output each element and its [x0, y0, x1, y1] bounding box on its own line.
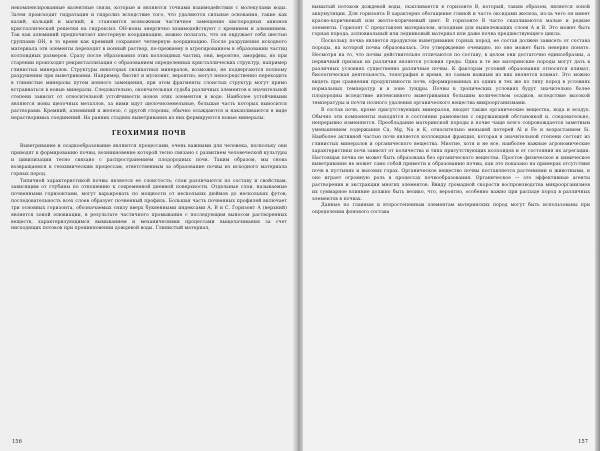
right-page-number: 157	[578, 439, 588, 445]
book-gutter	[293, 0, 303, 451]
left-paragraph-2: Выветривание и осадкообразование являются процессами, очень важными для человека, поскольку они приводят к формированию почвы, возникновение которой тесно связано с развитием человеческой культуры и цивилизации тесно связано с распространением плодородных почв. Таким образом, мы снова возвращаемся к геохимическим процессам, ответственным за образование почвы из исходного материала горных пород.	[11, 144, 287, 177]
right-paragraph-4: Данные по главным и второстепенным элементам материнских пород могут быть использованы при определении фонового состава	[312, 203, 590, 216]
section-heading: ГЕОХИМИЯ ПОЧВ	[111, 130, 187, 138]
left-paragraph-3: Типичной характеристикой почвы является ее слоистость; слои различаются по составу и свойствам, зависящим от глубины по отношению к современной дневной поверхности. Отдельные слои, называемые почвенными горизонтами, могут варьировать по мощности от нескольких дюймов до нескольких футов; последовательность всех слоев образует почвенный профиль. Большая часть почвенных профилей включает три основных горизонта, обозначаемых снизу вверх буквенными индексами А, В и С. Горизонт А (верхний) является зоной элювиации, в результате частичного промывания с последующим выносом растворенных веществ, характеризующимся вымыванием и механическими процессами выщелачивания за счет нисходящих потоков при проникновении дождевой воды. Глинистый материал,	[11, 178, 287, 232]
left-paragraph-1: некомпенсированные валентные связи, которые и являются точками взаимодействия с молекулами воды. Затем происходит гидратация и гидролиз вследствие того, что удаляются сильные основания, такие как калий, кальций и магний, и становится возможным частичное замещение кислородных анионов кристаллической решетки на гидроксил. ОН-ионы энергично взаимодействуют с кремнием и алюминием. Так как алюминий предпочитает шестерную координацию, можно полагать, что он окружает себя шестью группами ОН, в то время как кремний сохраняет четверную координацию. После разрушения исходного материала эти элементы переходят в ионный раствор, по-прежнему в агрегированном в образовании частиц коллоидных размеров. Сразу после образования этих коллоидных частиц, они, вероятно, аморфны, но при старении происходит рекристаллизация с образованием определенных кристаллических структур, например глинистых минералов. Структуры некоторых силикатных минералов, возможно, не подвергаются полному разрушению при выветривании. Например, биотит и мусковит, вероятно, могут непосредственно переходить в глинистые минералы путем ионного замещения, при этом фрагменты слоистых структур могут прямо встраиваться в новые минералы. Следовательно, окончательная судьба различных элементов в значительной степени зависит от относительной устойчивости ионов этих элементов в воде. Наиболее устойчивыми являются ионы щелочных металлов, за ними идут щелочноземельные, большая часть которых выносится растворами. Кремний, алюминий и железо, с другой стороны, обычно осаждаются и накапливаются в виде нерастворимых соединений. На ранних стадиях выветривания из них формируются новые минералы.	[11, 6, 287, 121]
page-edge-shadow	[595, 0, 600, 451]
left-page	[0, 0, 296, 451]
left-page-number: 156	[12, 439, 22, 445]
right-paragraph-2: Поскольку почва является продуктом выветривания горных пород, ее состав должен зависеть от состава породы, на которой почва образовалась. Это утверждение очевидно, но оно может быть неверно понято. Несмотря на то, что почвы действительно отличаются по составу, в целом они достаточно единообразны, а первичный признак их различия является условия среды. Одна и те же материнские породы могут дать в различных условиях существенно различные почвы. К факторам условий образования относятся климат, биологическая деятельность, топография и время, но самым важным из них является климат. Это можно видеть при сравнении продуктивности почв, сформированных из одних и тех же по типу пород в условиях нормальных температур и в зоне тундры. Почвы в тропических условиях будут значительно более плодородны вследствие интенсивного выветривания большим количеством осадков, вследствие высокой температуры и почти полного удаления органического вещества микроорганизмами.	[312, 39, 590, 106]
right-paragraph-1: вымытый потоком дождевой воды, скапливается в горизонте В, который, таким образом, является зоной аккумуляции. Для горизонта В характерно обогащение глиной и часто оксидами железа, из-за чего он имеет красно-коричневый или желто-коричневый цвет. В горизонте В часто скапливаются малые и редкие элементы. Горизонт С представлен материалом, исходным для вышележащих слоев А и В. Это может быть горная порода, аллювиальный или ледниковый материал или даже почва предшествующего цикла.	[312, 5, 590, 38]
right-page	[300, 0, 600, 451]
right-paragraph-3: В состав почв, кроме присутствующих минералов, входят также органические вещества, вода и воздух. Обычно эти компоненты находятся в состоянии равновесия с окружающей обстановкой и, следовательно, непрерывно изменяются. Преобладание материнской породы в почве чаще всего сопровождается заметным уменьшением содержания Са, Mg, Na и K, относительно меньшей потерей Al и Fe и возрастанием Si. Наиболее активной частью почв является коллоидная фракция, которая в значительной степени состоит из глинистых минералов и органического вещества. Многие, хотя и не все, наиболее важные агрономические характеристики почв зависят от количества и типа присутствующих коллоидов и от состояния их агрегации. Настоящая почва не может быть образована без органического вещества. Простое физическое и химическое выветривание не может само собой привести к образованию почвы, как это показано на примерах отсутствия почв в пустынях и высоких горах. Органическое вещество почвы поставляется растениями и животными, и оно играет огромную роль в процессах почвообразования. Органическое — это эффективные агенты растворения и экстракции многих элементов. Ввиду громадной скорости воспроизводства микроорганизмов их суммарное влияние должно быть велико, что, вероятно, особенно важно при распаде пород в различных элементов в почвах.	[312, 107, 590, 202]
